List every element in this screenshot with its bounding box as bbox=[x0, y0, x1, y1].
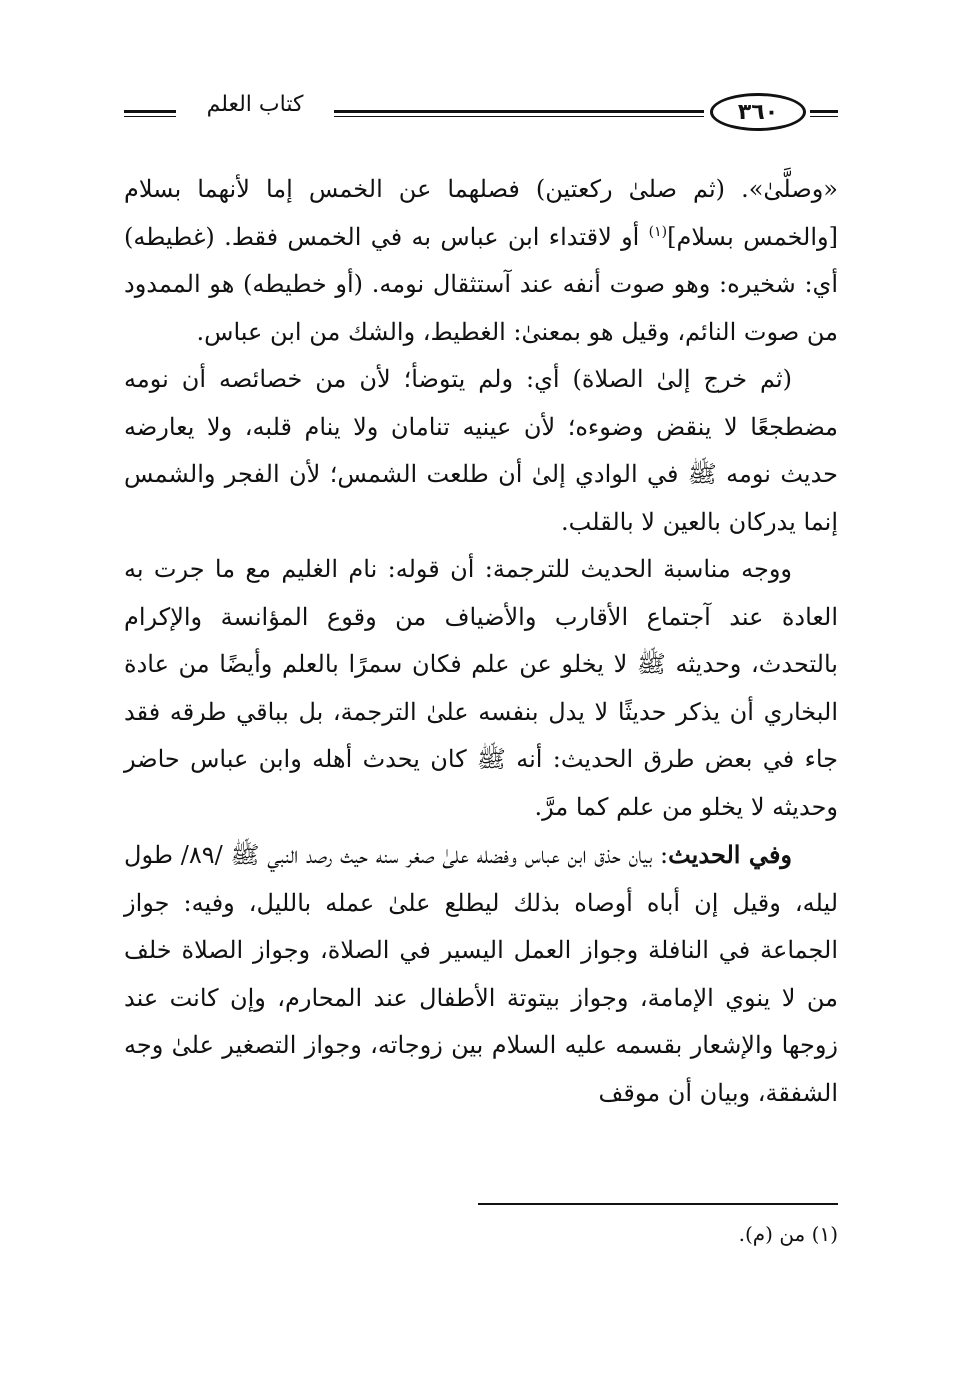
footnote-ref: (١) bbox=[648, 223, 668, 240]
footnote-separator bbox=[478, 1203, 838, 1205]
paragraph-1 bbox=[124, 166, 838, 356]
paragraph-text: (ثم خرج إلىٰ الصلاة) أي: ولم يتوضأ؛ لأن من خصائصه أن نومه مضطجعًا لا ينقض وضوءه؛ لأن عينيه تنامان ولا ينام قلبه، ولا يعارضه حديث نومه ﷺ في الوادي إلىٰ أن طلعت الشمس؛ لأن الفجر والشمس إنما يدركان بالعين لا بالقلب. bbox=[124, 365, 838, 536]
footnote-1: (١) من (م). bbox=[738, 1222, 838, 1246]
header-rule-right bbox=[810, 110, 838, 117]
paragraph-text: : بيان حذق ابن عباس وفضله علىٰ صغر سنه حيث رصد النبي ﷺ /٨٩/ طول ليله، وقيل إن أباه أوصاه بذلك ليطلع علىٰ عمله بالليل، وفيه: جواز الجماعة في النافلة وجواز العمل اليسير في الصلاة، وجواز الصلاة خلف من لا ينوي الإمامة، وجواز بيتوتة الأطفال عند المحارم، وإن كانت عند زوجها والإشعار بقسمه عليه السلام بين زوجاته، وجواز التصغير علىٰ وجه الشفقة، وبيان أن موقف bbox=[124, 841, 839, 1107]
paragraph-2 bbox=[124, 356, 838, 546]
page-number: ٣٦٠ bbox=[710, 93, 806, 131]
paragraph-text: «وصلَّىٰ». (ثم صلىٰ ركعتين) فصلهما عن الخمس إما لأنهما بسلام [والخمس بسلام] bbox=[124, 175, 838, 251]
paragraph-lead: وفي الحديث bbox=[668, 840, 793, 869]
paragraph-text-after: أو لاقتداء ابن عباس به في الخمس فقط. (غطيطه) أي: شخيره: وهو صوت أنفه عند آستثقال نومه. (أو خطيطه) هو الممدود من صوت النائم، وقيل هو بمعنىٰ: الغطيط، والشك من ابن عباس. bbox=[124, 222, 838, 346]
header-rule-middle bbox=[334, 110, 704, 117]
header-rule-left bbox=[124, 110, 176, 117]
paragraph-3 bbox=[124, 546, 838, 831]
paragraph-4 bbox=[124, 831, 838, 1117]
paragraph-text: ووجه مناسبة الحديث للترجمة: أن قوله: نام الغليم مع ما جرت به العادة عند آجتماع الأقارب والأضياف من وقوع المؤانسة والإكرام بالتحدث، وحديثه ﷺ لا يخلو عن علم فكان سمرًا بالعلم وأيضًا من عادة البخاري أن يذكر حديثًا لا يدل بنفسه علىٰ الترجمة، بل بباقي طرقه فقد جاء في بعض طرق الحديث: أنه ﷺ كان يحدث أهله وابن عباس حاضر وحديثه لا يخلو من علم كما مرَّ. bbox=[124, 555, 838, 821]
running-header bbox=[124, 88, 838, 138]
body-text bbox=[124, 166, 838, 1117]
book-title: كتاب العلم bbox=[206, 92, 304, 117]
